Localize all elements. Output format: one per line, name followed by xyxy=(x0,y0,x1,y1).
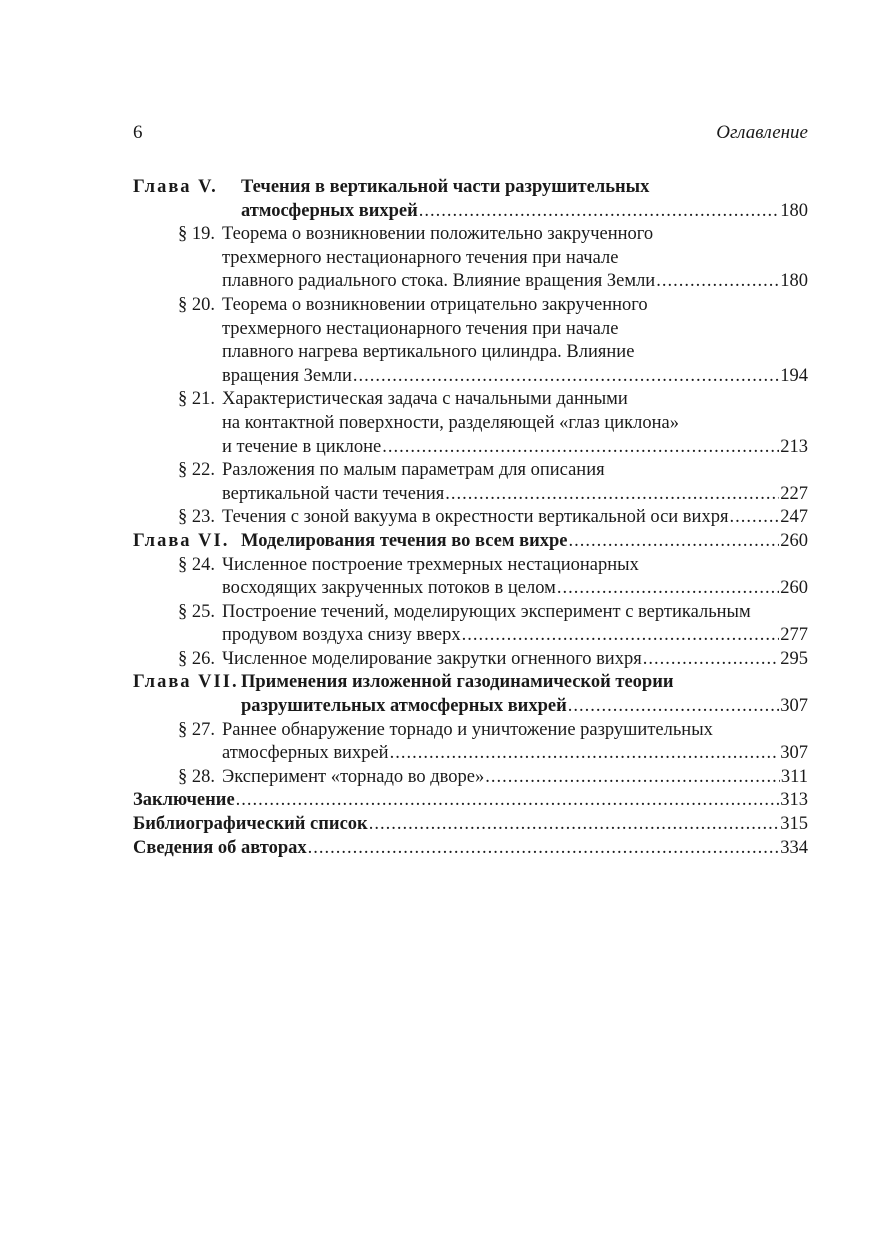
toc-page-number: 247 xyxy=(780,507,808,528)
toc-entry-label: § 23. xyxy=(178,507,215,528)
dot-leader xyxy=(568,695,779,719)
toc-entry-label: Глава VI. xyxy=(133,530,230,551)
toc-page-number: 311 xyxy=(780,766,808,787)
toc-entry-line xyxy=(241,695,808,719)
toc-page-number: 307 xyxy=(780,743,808,764)
toc-entry-title: продувом воздуха снизу вверх xyxy=(222,625,461,646)
toc-entry-section[interactable] xyxy=(133,506,808,530)
dot-leader xyxy=(382,436,779,460)
toc-entry-title: Разложения по малым параметрам для описания xyxy=(222,460,605,481)
toc-entry-section[interactable] xyxy=(133,648,808,672)
toc-entry-title: Эксперимент «торнадо во дворе» xyxy=(222,766,485,787)
dot-leader xyxy=(643,648,780,672)
toc-entry-line xyxy=(222,247,808,271)
toc-page-number: 334 xyxy=(780,837,808,858)
toc-entry-plain[interactable] xyxy=(133,789,808,813)
toc-entry-title: Численное построение трехмерных нестационарных xyxy=(222,554,639,575)
toc-entry-line xyxy=(222,223,808,247)
toc-entry-chapter[interactable] xyxy=(133,176,808,223)
dot-leader xyxy=(568,530,779,554)
toc-entry-line xyxy=(222,554,808,578)
toc-entry-chapter[interactable] xyxy=(133,530,808,554)
toc-entry-line xyxy=(222,318,808,342)
toc-entry-line xyxy=(222,294,808,318)
toc-entry-title: Библиографический список xyxy=(133,814,368,835)
toc-entry-title: Построение течений, моделирующих эксперимент с вертикальным xyxy=(222,601,751,622)
toc-entry-title: Течения в вертикальной части разрушительных xyxy=(241,177,650,197)
toc-entry-line xyxy=(222,506,808,530)
toc-entry-line xyxy=(222,719,808,743)
toc-entry-title: трехмерного нестационарного течения при начале xyxy=(222,318,619,339)
toc-entry-title: вертикальной части течения xyxy=(222,483,445,504)
toc-entry-title: атмосферных вихрей xyxy=(241,200,418,221)
toc-entry-section[interactable] xyxy=(133,294,808,388)
toc-entry-line xyxy=(133,837,808,861)
page-number: 6 xyxy=(133,122,143,143)
toc-entry-line xyxy=(222,412,808,436)
toc-page-number: 194 xyxy=(780,365,808,386)
toc-entry-title: Теорема о возникновении отрицательно закрученного xyxy=(222,294,648,315)
toc-page-number: 277 xyxy=(780,625,808,646)
toc-entry-section[interactable] xyxy=(133,223,808,294)
toc-entry-section[interactable] xyxy=(133,388,808,459)
toc-entry-title: и течение в циклоне xyxy=(222,436,382,457)
toc-entry-label: § 19. xyxy=(178,224,215,245)
toc-page-number: 315 xyxy=(780,814,808,835)
toc-entry-line xyxy=(222,648,808,672)
toc-entry-title: Численное моделирование закрутки огненного вихря xyxy=(222,648,642,669)
dot-leader xyxy=(419,200,779,224)
toc-entry-section[interactable] xyxy=(133,459,808,506)
toc-entry-label: § 22. xyxy=(178,460,215,481)
toc-entry-title: восходящих закрученных потоков в целом xyxy=(222,578,556,599)
toc-entry-title: Применения изложенной газодинамической теории xyxy=(241,672,674,693)
toc-page-number: 260 xyxy=(780,530,808,551)
toc-entry-label: Глава VII. xyxy=(133,672,239,693)
toc-entry-line xyxy=(222,601,808,625)
toc-entry-label: § 27. xyxy=(178,719,215,740)
toc-entry-line xyxy=(222,624,808,648)
toc-entry-line xyxy=(241,530,808,554)
toc-entry-label: § 26. xyxy=(178,648,215,669)
table-of-contents xyxy=(133,176,808,860)
toc-page-number: 307 xyxy=(780,696,808,717)
toc-entry-title: плавного нагрева вертикального цилиндра. Влияние xyxy=(222,342,635,363)
dot-leader xyxy=(445,483,779,507)
toc-entry-line xyxy=(222,341,808,365)
running-title: Оглавление xyxy=(716,122,808,143)
toc-entry-title: Моделирования течения во всем вихре xyxy=(241,530,568,551)
toc-entry-line xyxy=(241,671,808,695)
toc-entry-line xyxy=(133,789,808,813)
toc-entry-line xyxy=(222,577,808,601)
toc-entry-section[interactable] xyxy=(133,554,808,601)
dot-leader xyxy=(656,270,779,294)
dot-leader xyxy=(308,837,780,861)
toc-entry-line xyxy=(222,483,808,507)
dot-leader xyxy=(462,624,780,648)
toc-entry-title: Характеристическая задача с начальными данными xyxy=(222,389,628,410)
toc-entry-line xyxy=(222,766,808,790)
toc-entry-title: атмосферных вихрей xyxy=(222,743,389,764)
toc-entry-line xyxy=(222,436,808,460)
dot-leader xyxy=(353,365,779,389)
toc-page-number: 313 xyxy=(780,790,808,811)
toc-entry-section[interactable] xyxy=(133,719,808,766)
toc-entry-plain[interactable] xyxy=(133,813,808,837)
toc-entry-title: Заключение xyxy=(133,790,235,811)
toc-entry-label: § 20. xyxy=(178,294,215,315)
toc-entry-line xyxy=(222,365,808,389)
toc-entry-title: Раннее обнаружение торнадо и уничтожение разрушительных xyxy=(222,719,713,740)
toc-entry-label: § 21. xyxy=(178,389,215,410)
toc-entry-title: Течения с зоной вакуума в окрестности вертикальной оси вихря xyxy=(222,507,729,528)
toc-entry-line xyxy=(222,270,808,294)
toc-entry-section[interactable] xyxy=(133,601,808,648)
toc-entry-title: трехмерного нестационарного течения при начале xyxy=(222,247,619,268)
dot-leader xyxy=(729,506,779,530)
toc-entry-title: на контактной поверхности, разделяющей «глаз циклона» xyxy=(222,412,680,433)
toc-entry-chapter[interactable] xyxy=(133,671,808,718)
dot-leader xyxy=(236,789,780,813)
toc-entry-title: разрушительных атмосферных вихрей xyxy=(241,696,567,717)
dot-leader xyxy=(369,813,780,837)
toc-page-number: 227 xyxy=(780,483,808,504)
toc-entry-label: § 24. xyxy=(178,554,215,575)
toc-page-number: 213 xyxy=(780,436,808,457)
toc-entry-title: Сведения об авторах xyxy=(133,837,307,858)
toc-entry-line xyxy=(222,459,808,483)
toc-entry-line xyxy=(222,388,808,412)
toc-entry-section[interactable] xyxy=(133,766,808,790)
dot-leader xyxy=(390,742,780,766)
toc-entry-title: плавного радиального стока. Влияние вращения Земли xyxy=(222,271,656,292)
toc-entry-line xyxy=(133,813,808,837)
toc-entry-plain[interactable] xyxy=(133,837,808,861)
dot-leader xyxy=(485,766,780,790)
toc-entry-line xyxy=(241,176,808,200)
toc-page-number: 180 xyxy=(780,200,808,221)
toc-entry-label: § 28. xyxy=(178,766,215,787)
toc-entry-title: Теорема о возникновении положительно закрученного xyxy=(222,224,654,245)
toc-entry-label: Глава V. xyxy=(133,177,218,197)
toc-entry-line xyxy=(241,200,808,224)
toc-entry-title: вращения Земли xyxy=(222,365,352,386)
toc-page-number: 180 xyxy=(780,271,808,292)
toc-page-number: 295 xyxy=(780,648,808,669)
toc-page-number: 260 xyxy=(780,578,808,599)
toc-entry-label: § 25. xyxy=(178,601,215,622)
toc-entry-line xyxy=(222,742,808,766)
dot-leader xyxy=(557,577,779,601)
